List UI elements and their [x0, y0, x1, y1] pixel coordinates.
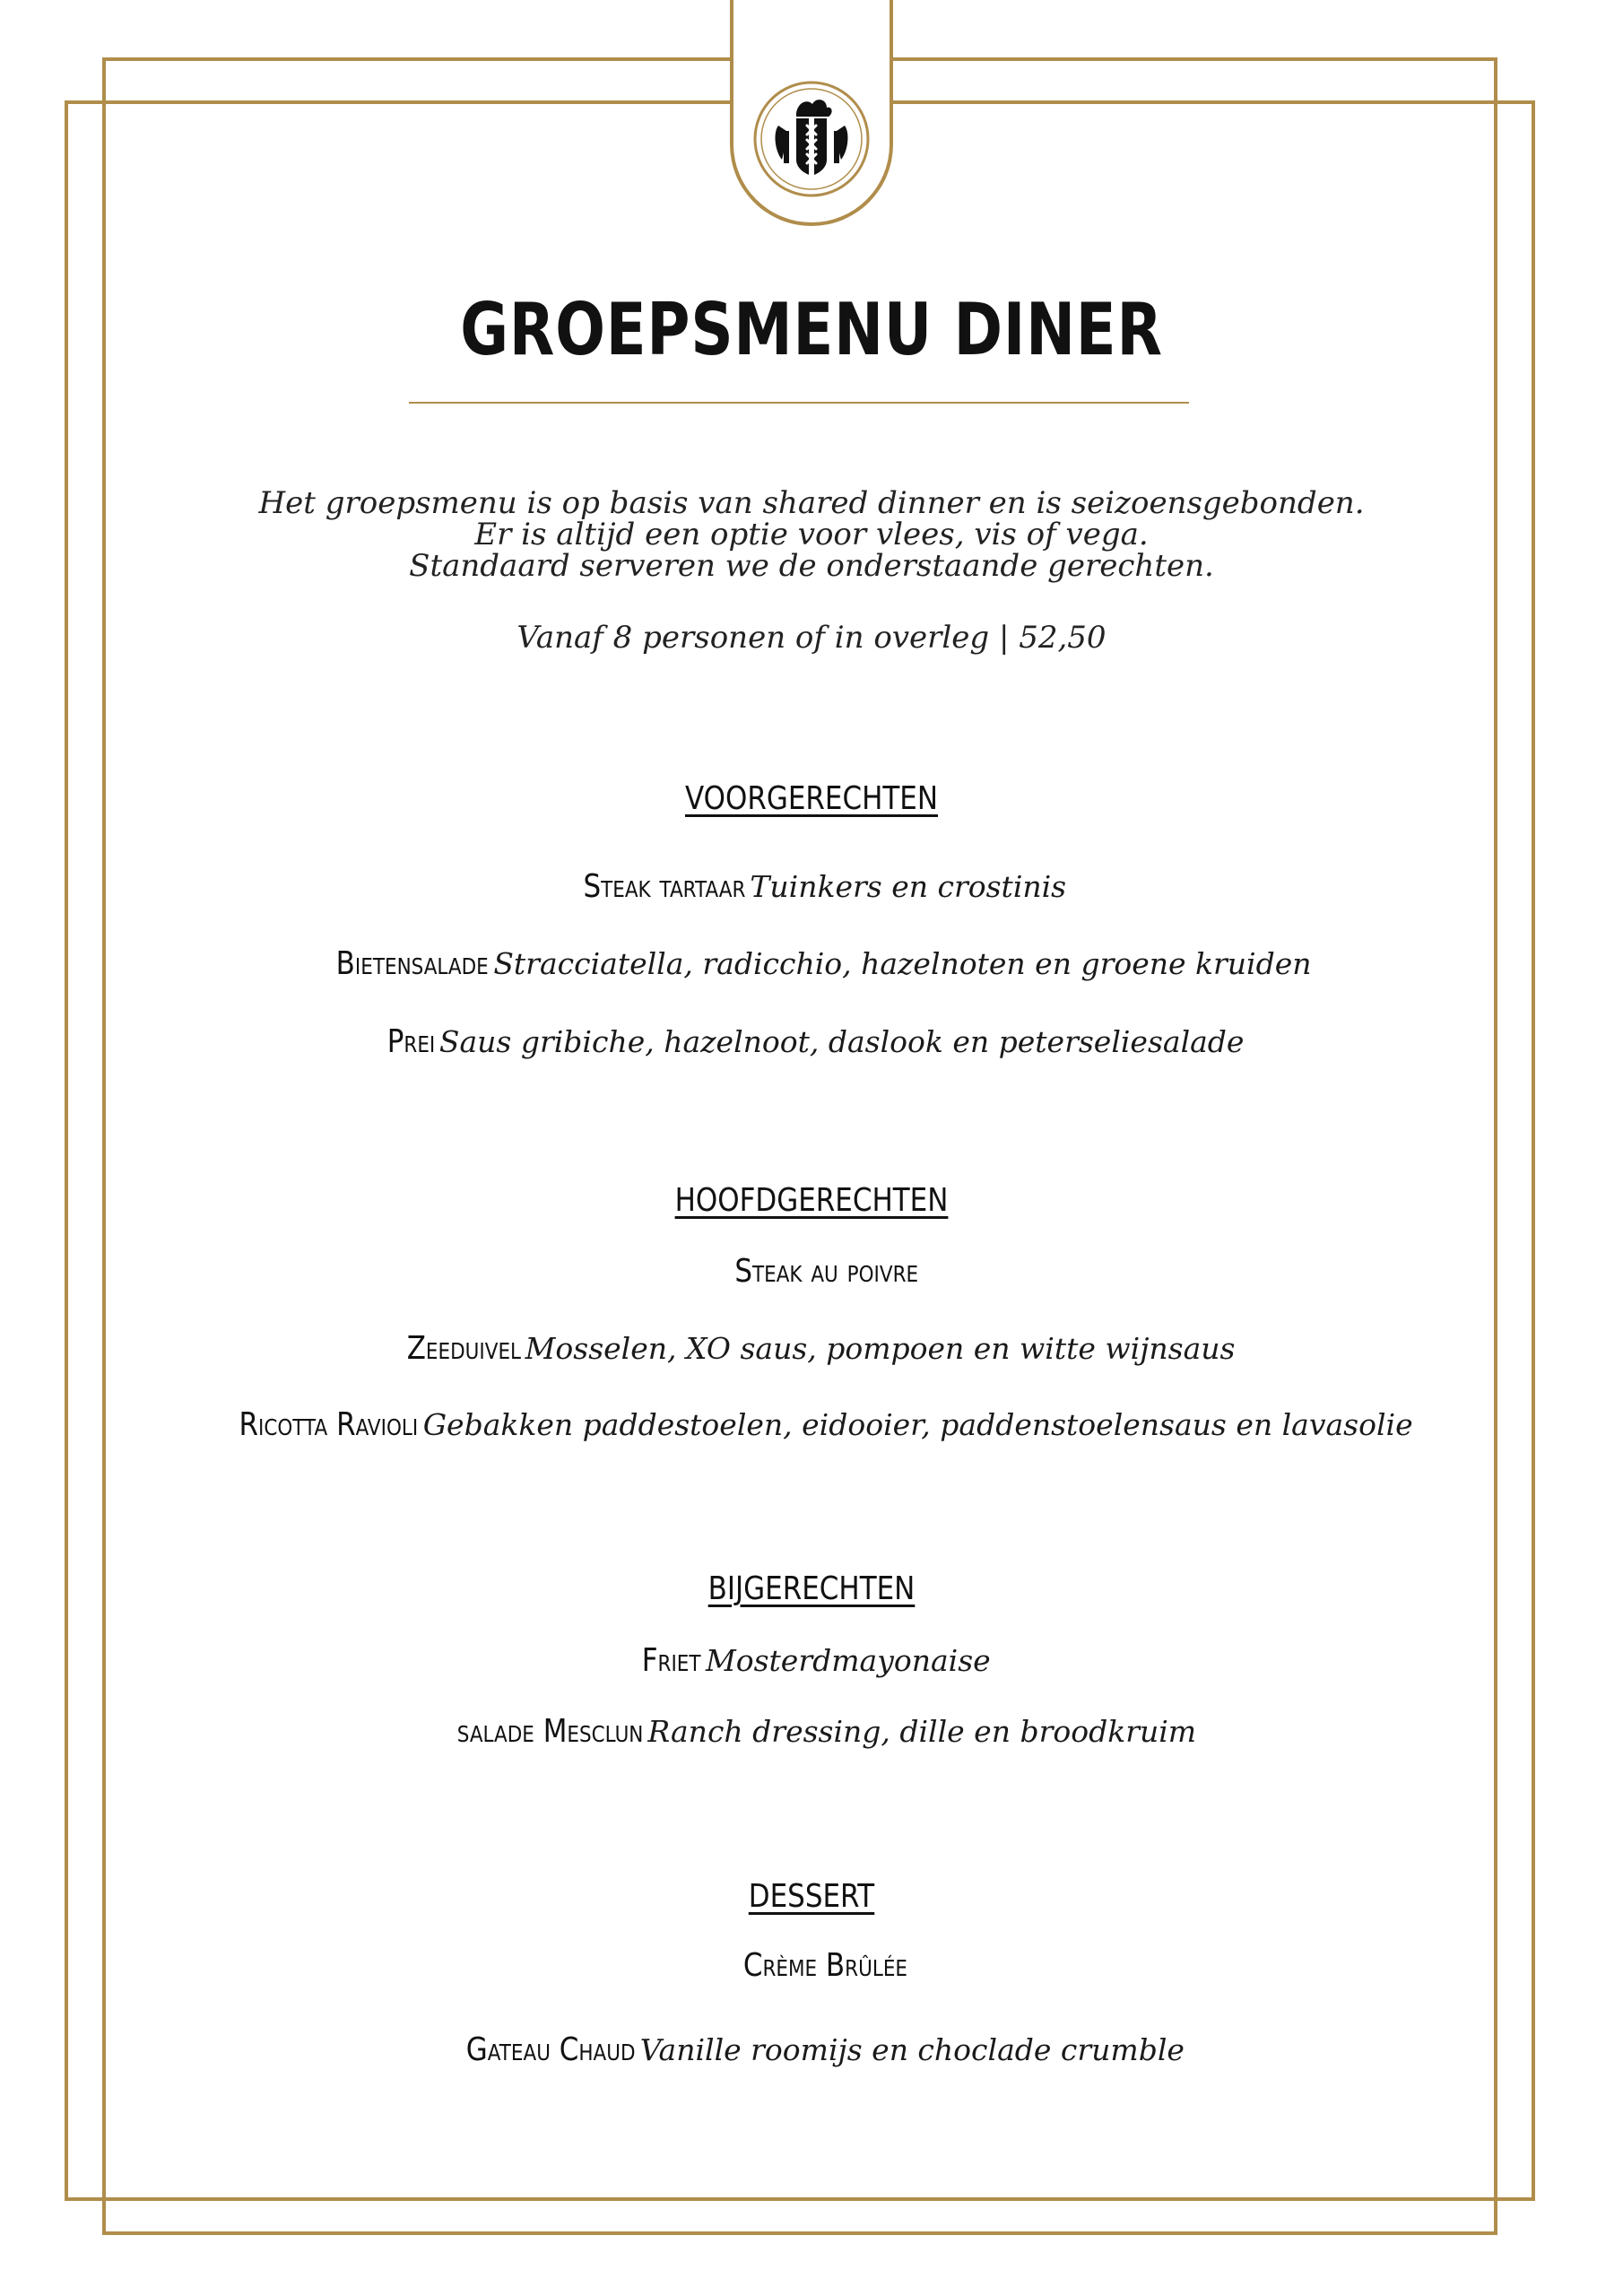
section-heading-bijgerechten: BIJGERECHTEN — [707, 1570, 916, 1607]
menu-item — [0, 1020, 1623, 1070]
menu-item — [0, 865, 1623, 915]
price-line: Vanaf 8 personen of in overleg | 52,50 — [516, 620, 1107, 656]
dish-name: Steak tartaar — [583, 868, 746, 905]
menu-item — [0, 1326, 1623, 1377]
section-heading-voorgerechten: VOORGERECHTEN — [684, 780, 939, 817]
dish-description: Ranch dressing, dille en broodkruim — [647, 1714, 1197, 1749]
dish-description: Mosterdmayonaise — [705, 1643, 991, 1678]
menu-item — [0, 1249, 1623, 1300]
menu-item — [0, 2028, 1623, 2078]
dish-name: Steak au poivre — [734, 1253, 919, 1290]
intro-line: Er is altijd een optie voor vlees, vis of vega. — [474, 517, 1149, 552]
dish-name: Friet — [642, 1642, 701, 1679]
dish-description: Gebakken paddestoelen, eidooier, paddenstoelensaus en lavasolie — [422, 1407, 1413, 1442]
dish-description: Stracciatella, radicchio, hazelnoten en groene kruiden — [493, 946, 1312, 981]
intro-text — [0, 485, 1623, 584]
dish-name: Ricotta Ravioli — [239, 1406, 419, 1443]
dish-name: Prei — [386, 1023, 435, 1060]
page-title: GROEPSMENU DINER — [460, 288, 1163, 371]
menu-item — [0, 1709, 1623, 1760]
menu-item — [0, 1639, 1623, 1689]
menu-item — [0, 1403, 1623, 1453]
dish-name: salade Mesclun — [456, 1713, 644, 1750]
dish-description: Saus gribiche, hazelnoot, daslook en peterseliesalade — [438, 1024, 1245, 1059]
dish-name: Bietensalade — [336, 945, 490, 982]
dish-description: Vanille roomijs en choclade crumble — [639, 2032, 1185, 2067]
amsterdam-crest-icon — [751, 79, 872, 199]
section-heading-dessert: DESSERT — [748, 1878, 875, 1915]
dish-description: Tuinkers en crostinis — [750, 869, 1067, 904]
title-divider — [409, 402, 1189, 404]
intro-line: Standaard serveren we de onderstaande gerechten. — [409, 548, 1214, 584]
menu-item — [0, 1944, 1623, 1994]
section-heading-hoofdgerechten: HOOFDGERECHTEN — [674, 1182, 949, 1219]
intro-line: Het groepsmenu is op basis van shared dinner en is seizoensgebonden. — [258, 485, 1365, 521]
dish-description: Mosselen, XO saus, pompoen en witte wijnsaus — [525, 1331, 1236, 1366]
dish-name: Gateau Chaud — [465, 2031, 636, 2068]
dish-name: Crème Brûlée — [742, 1947, 907, 1984]
dish-name: Zeeduivel — [406, 1330, 521, 1367]
menu-item — [0, 942, 1623, 992]
